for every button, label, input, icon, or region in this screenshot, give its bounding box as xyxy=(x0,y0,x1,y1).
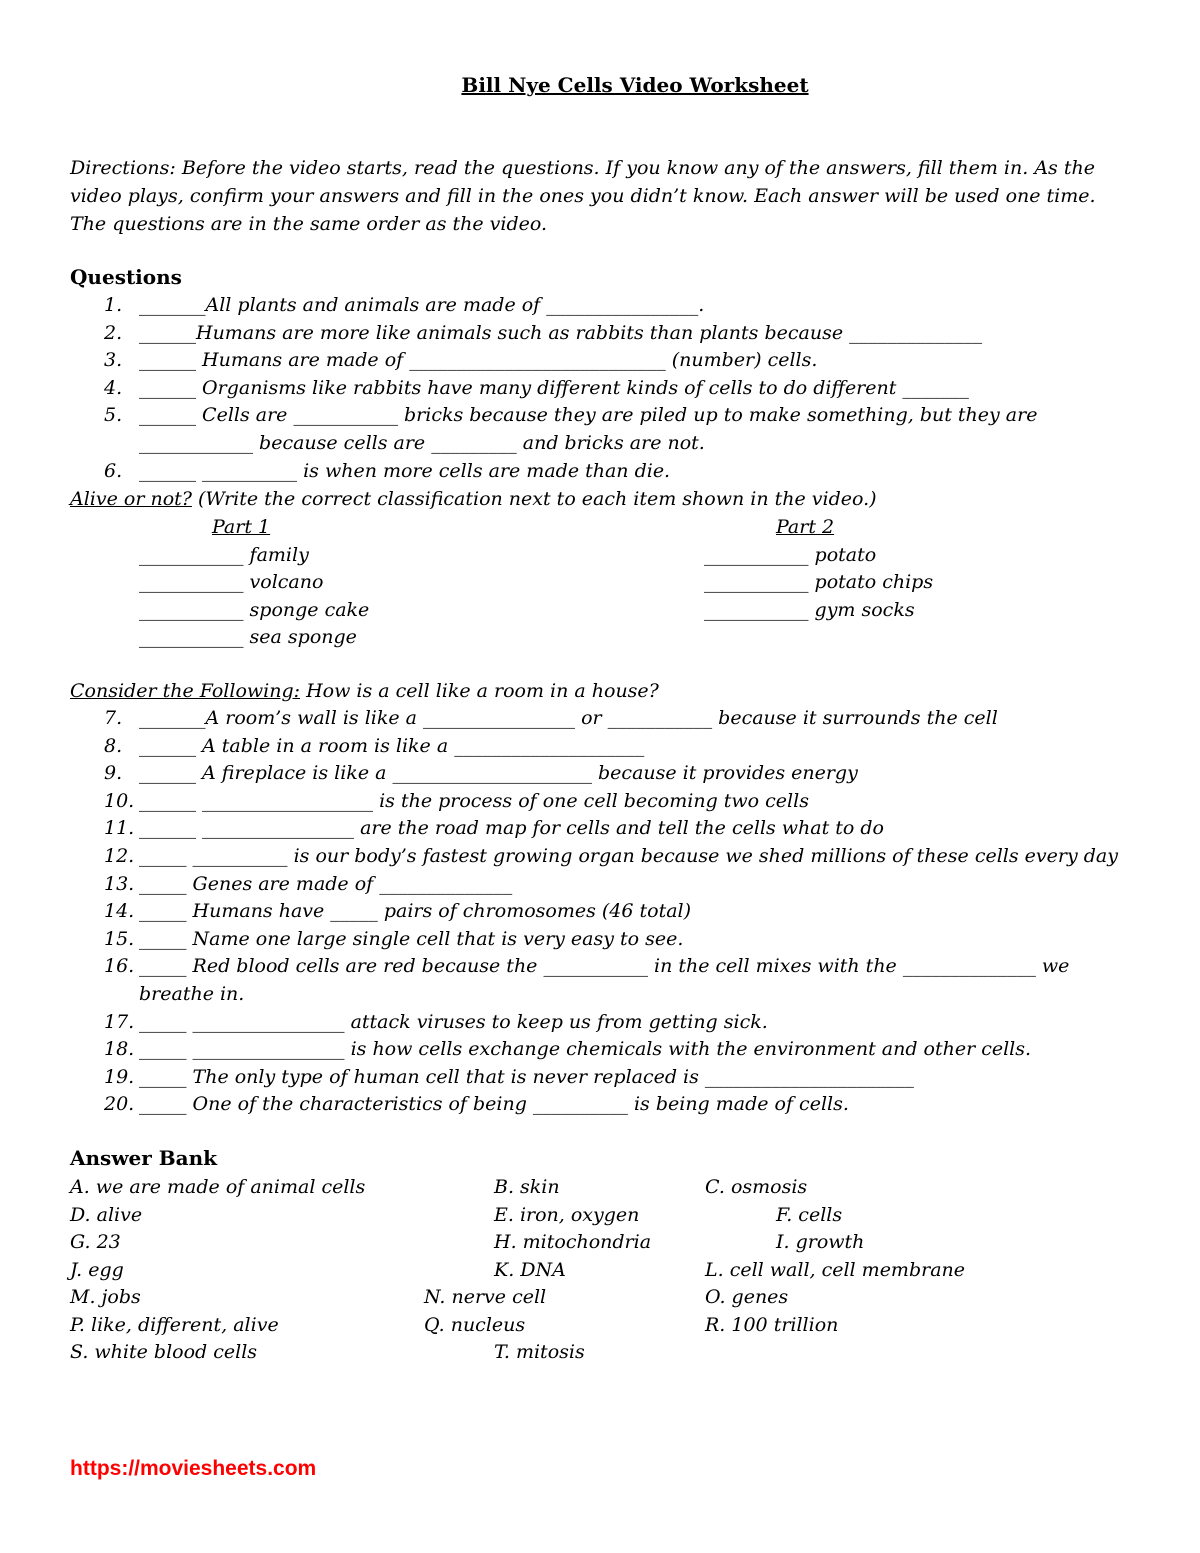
question-18 xyxy=(0,1036,1200,1064)
part-1-item: ___________ sponge cake xyxy=(139,599,370,621)
question-number: 9. xyxy=(104,762,123,785)
question-text: _____ __________ is our body’s fastest growing organ because we shed millions of these cells every day xyxy=(139,844,1118,867)
answer-bank-item: M. jobs xyxy=(70,1286,141,1308)
question-3 xyxy=(0,347,1200,375)
question-2 xyxy=(0,320,1200,348)
question-number: 7. xyxy=(104,707,123,729)
answer-bank-item: N. nerve cell xyxy=(424,1286,547,1308)
alive-or-not-heading xyxy=(70,485,877,513)
directions-text: Directions: Before the video starts, read the questions. If you know any of the answers, fill them in. As the video plays, confirm your answers and fill in the ones you didn’t know. Each answer will be used one time. The questions are in the same order as the video. xyxy=(70,157,1096,235)
question-text-continued: ____________ because cells are _________ and bricks are not. xyxy=(139,431,705,454)
question-16 xyxy=(0,953,1200,981)
question-1 xyxy=(0,292,1200,320)
answer-bank-heading: Answer Bank xyxy=(70,1146,218,1170)
question-text: ______ ________________ are the road map for cells and tell the cells what to do xyxy=(139,817,884,840)
question-5 xyxy=(0,402,1200,430)
answer-bank-item: B. skin xyxy=(494,1176,560,1198)
answer-bank-item: L. cell wall, cell membrane xyxy=(705,1259,966,1281)
answer-bank-item: G. 23 xyxy=(70,1231,121,1253)
question-number: 16. xyxy=(104,955,135,978)
question-7 xyxy=(0,705,1200,733)
part-1-heading: Part 1 xyxy=(212,516,271,538)
answer-bank-item: K. DNA xyxy=(494,1259,566,1281)
answer-bank-item: D. alive xyxy=(70,1204,143,1226)
question-number: 5. xyxy=(104,404,123,427)
question-text: _______A room’s wall is like a ________________ or ___________ because it surrounds the cell xyxy=(139,707,998,729)
part-2-item: ___________ gym socks xyxy=(704,599,915,621)
question-5-continued xyxy=(0,430,1200,458)
footer-link[interactable]: https://moviesheets.com xyxy=(70,1457,317,1480)
question-4 xyxy=(0,375,1200,403)
question-number: 14. xyxy=(104,900,135,923)
question-number: 11. xyxy=(104,817,135,840)
question-text: _____ Name one large single cell that is very easy to see. xyxy=(139,927,684,950)
answer-bank-item: P. like, different, alive xyxy=(70,1314,279,1336)
question-text: _____ ________________ attack viruses to keep us from getting sick. xyxy=(139,1010,768,1033)
question-text: _____ ________________ is how cells exchange chemicals with the environment and other cells. xyxy=(139,1038,1032,1061)
question-text: _____ Genes are made of ______________ xyxy=(139,872,513,895)
question-number: 20. xyxy=(104,1093,135,1116)
question-15 xyxy=(0,926,1200,954)
question-text: ______ Cells are ___________ bricks because they are piled up to make something, but they are xyxy=(139,404,1038,427)
answer-bank-item: A. we are made of animal cells xyxy=(70,1176,366,1198)
question-text: _____ Humans have _____ pairs of chromosomes (46 total) xyxy=(139,900,692,923)
question-9 xyxy=(0,760,1200,788)
answer-bank-item: H. mitochondria xyxy=(494,1231,652,1253)
answer-bank-item: E. iron, oxygen xyxy=(494,1204,640,1226)
question-number: 19. xyxy=(104,1065,135,1088)
question-number: 12. xyxy=(104,844,135,867)
part-2-item: ___________ potato chips xyxy=(704,571,934,593)
alive-or-not-label: Alive or not? xyxy=(70,488,192,510)
question-number: 18. xyxy=(104,1038,135,1061)
question-text: _______All plants and animals are made of ________________. xyxy=(139,294,705,316)
part-1-item: ___________ volcano xyxy=(139,571,324,593)
question-text: ______ A fireplace is like a _____________________ because it provides energy xyxy=(139,762,858,785)
question-10 xyxy=(0,788,1200,816)
answer-bank-item: T. mitosis xyxy=(494,1341,585,1363)
alive-or-not-instructions: (Write the correct classification next to each item shown in the video.) xyxy=(191,488,877,510)
question-number: 3. xyxy=(104,349,123,372)
question-14 xyxy=(0,898,1200,926)
worksheet-title: Bill Nye Cells Video Worksheet xyxy=(461,73,809,97)
question-13 xyxy=(0,871,1200,899)
consider-prompt: How is a cell like a room in a house? xyxy=(300,680,659,702)
question-number: 8. xyxy=(104,734,123,757)
answer-bank-item: O. genes xyxy=(705,1286,789,1308)
question-8 xyxy=(0,733,1200,761)
answer-bank-item: J. egg xyxy=(70,1259,124,1281)
answer-bank-item: Q. nucleus xyxy=(424,1314,526,1336)
questions-list-2 xyxy=(0,705,1200,1119)
question-17 xyxy=(0,1009,1200,1037)
question-text: ______ Organisms like rabbits have many different kinds of cells to do different _______ xyxy=(139,376,969,399)
question-text: ______ Humans are made of ___________________________ (number) cells. xyxy=(139,349,818,372)
question-number: 15. xyxy=(104,927,135,950)
part-1-item: ___________ family xyxy=(139,544,309,566)
questions-list-1 xyxy=(0,292,1200,485)
question-20 xyxy=(0,1091,1200,1119)
consider-label: Consider the Following: xyxy=(70,680,301,702)
part-2-heading: Part 2 xyxy=(776,516,835,538)
answer-bank-item: C. osmosis xyxy=(705,1176,808,1198)
question-19 xyxy=(0,1064,1200,1092)
question-number: 4. xyxy=(104,376,123,399)
question-16-continued xyxy=(0,981,1200,1009)
answer-bank-item: I. growth xyxy=(776,1231,865,1253)
question-text: _____ One of the characteristics of being __________ is being made of cells. xyxy=(139,1093,849,1116)
question-number: 6. xyxy=(104,459,123,482)
question-text-continued: breathe in. xyxy=(139,982,245,1005)
question-11 xyxy=(0,815,1200,843)
question-text: _____ Red blood cells are red because the ___________ in the cell mixes with the ______________ we xyxy=(139,955,1070,978)
question-text: ______ A table in a room is like a ____________________ xyxy=(139,734,645,757)
question-number: 17. xyxy=(104,1010,135,1033)
question-12 xyxy=(0,843,1200,871)
answer-bank-item: R. 100 trillion xyxy=(705,1314,839,1336)
question-text: ______ __________ is when more cells are made than die. xyxy=(139,459,671,482)
part-1-item: ___________ sea sponge xyxy=(139,626,357,648)
question-number: 13. xyxy=(104,872,135,895)
answer-bank-item: F. cells xyxy=(776,1204,843,1226)
answer-bank-item: S. white blood cells xyxy=(70,1341,258,1363)
question-text: ______ __________________ is the process of one cell becoming two cells xyxy=(139,789,809,812)
question-6 xyxy=(0,458,1200,486)
part-2-item: ___________ potato xyxy=(704,544,877,566)
question-number: 1. xyxy=(104,294,123,316)
question-number: 10. xyxy=(104,789,135,812)
question-text: ______Humans are more like animals such as rabbits than plants because ______________ xyxy=(139,321,983,344)
consider-heading xyxy=(70,677,659,705)
question-number: 2. xyxy=(104,321,123,344)
question-text: _____ The only type of human cell that is never replaced is ______________________ xyxy=(139,1065,914,1088)
questions-heading: Questions xyxy=(70,265,182,289)
